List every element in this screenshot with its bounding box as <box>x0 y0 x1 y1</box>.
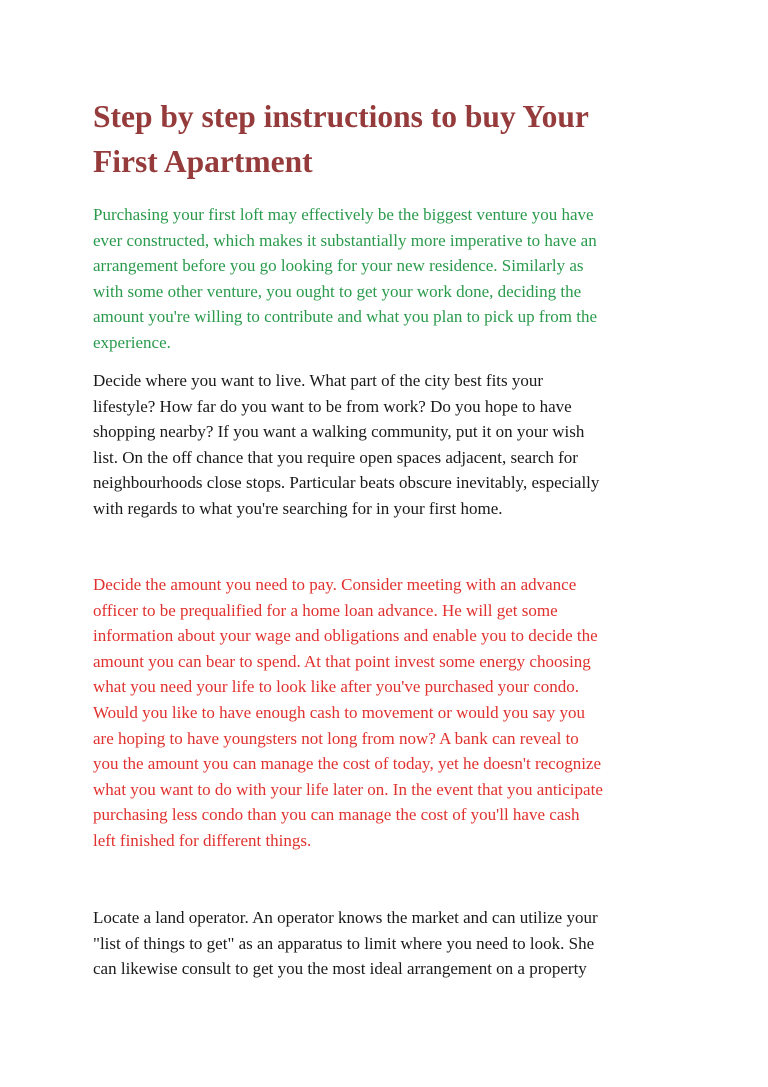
text-line: with regards to what you're searching for in your first home. <box>93 498 503 518</box>
text-line: lifestyle? How far do you want to be from work? Do you hope to have <box>93 396 572 416</box>
text-line: amount you're willing to contribute and what you plan to pick up from the <box>93 307 597 327</box>
text-line: Locate a land operator. An operator knows the market and can utilize your <box>93 908 598 927</box>
intro-paragraph <box>93 202 597 356</box>
text-line: you the amount you can manage the cost of today, yet he doesn't recognize <box>93 754 602 774</box>
text-line: are hoping to have youngsters not long from now? A bank can reveal to <box>93 728 579 748</box>
text-line: Would you like to have enough cash to movement or would you say you <box>93 702 586 722</box>
text-line: Decide the amount you need to pay. Consider meeting with an advance <box>93 575 577 594</box>
text-line: what you want to do with your life later on. In the event that you anticipate <box>93 779 603 799</box>
location-paragraph <box>93 368 599 522</box>
text-line: what you need your life to look like after you've purchased your condo. <box>93 677 580 697</box>
text-line: can likewise consult to get you the most ideal arrangement on a property <box>93 959 587 979</box>
text-line: information about your wage and obligations and enable you to decide the <box>93 626 598 646</box>
agent-paragraph <box>93 905 598 982</box>
title-line: Step by step instructions to buy Your <box>93 99 589 134</box>
text-line: with some other venture, you ought to get your work done, deciding the <box>93 281 582 301</box>
text-line: left finished for different things. <box>93 830 312 850</box>
text-line: Purchasing your first loft may effectively be the biggest venture you have <box>93 205 594 224</box>
title-line: First Apartment <box>93 144 313 179</box>
text-line: arrangement before you go looking for your new residence. Similarly as <box>93 256 584 276</box>
text-line: list. On the off chance that you require open spaces adjacent, search for <box>93 447 578 467</box>
text-line: shopping nearby? If you want a walking community, put it on your wish <box>93 422 585 442</box>
text-line: "list of things to get" as an apparatus to limit where you need to look. She <box>93 933 595 953</box>
text-line: purchasing less condo than you can manage the cost of you'll have cash <box>93 805 580 825</box>
text-line: ever constructed, which makes it substantially more imperative to have an <box>93 230 597 250</box>
text-line: amount you can bear to spend. At that point invest some energy choosing <box>93 651 591 671</box>
text-line: officer to be prequalified for a home loan advance. He will get some <box>93 600 558 620</box>
budget-paragraph <box>93 572 603 854</box>
text-line: Decide where you want to live. What part of the city best fits your <box>93 371 544 390</box>
page-title <box>93 94 693 184</box>
text-line: neighbourhoods close stops. Particular beats obscure inevitably, especially <box>93 473 600 493</box>
text-line: experience. <box>93 332 171 352</box>
